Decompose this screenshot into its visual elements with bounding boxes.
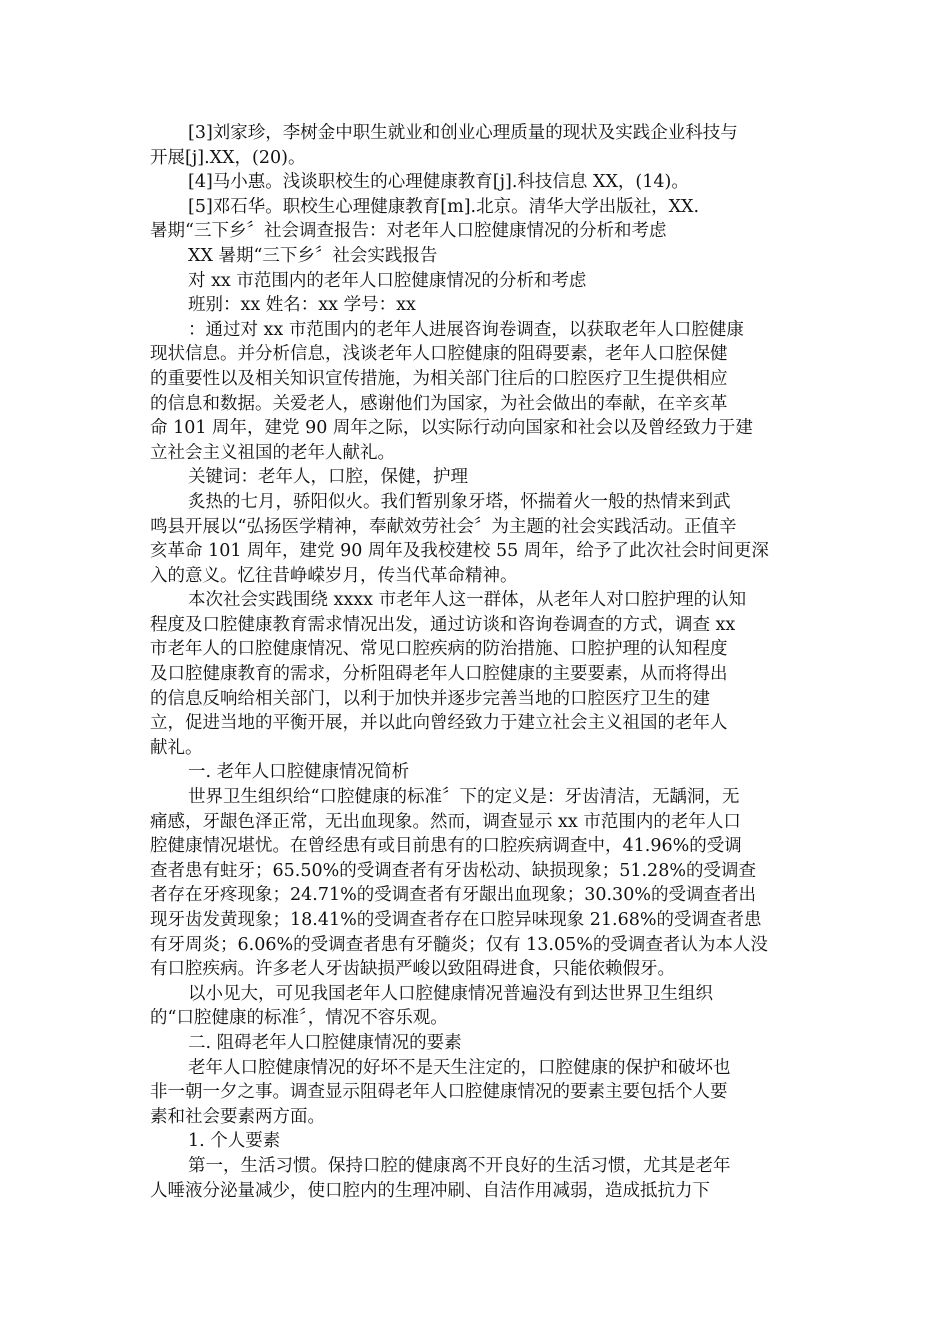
text-line: 1. 个人要素 <box>188 1131 281 1152</box>
text-line: 查者患有蛀牙；65.50%的受调查者有牙齿松动、缺损现象；51.28%的受调查 <box>150 860 756 881</box>
text-line: 命 101 周年，建党 90 周年之际，以实际行动向国家和社会以及曾经致力于建 <box>150 418 753 439</box>
text-line: 的重要性以及相关知识宣传措施，为相关部门往后的口腔医疗卫生提供相应 <box>150 368 728 389</box>
text-line: 一. 老年人口腔健康情况简析 <box>188 762 410 783</box>
text-line: 者存在牙疼现象；24.71%的受调查者有牙龈出血现象；30.30%的受调查者出 <box>150 885 756 906</box>
text-line: 现状信息。并分析信息，浅谈老年人口腔健康的阻碍要素，老年人口腔保健 <box>150 344 728 365</box>
text-line: 入的意义。忆往昔峥嵘岁月，传当代革命精神。 <box>150 565 518 586</box>
text-line: 第一，生活习惯。保持口腔的健康离不开良好的生活习惯，尤其是老年 <box>188 1155 731 1176</box>
text-line: 世界卫生组织给“口腔健康的标准〞下的定义是：牙齿清洁，无龋洞，无 <box>188 787 740 808</box>
text-line: 开展[j].XX，(20)。 <box>150 147 306 168</box>
text-line: 鸣县开展以“弘扬医学精神，奉献效劳社会〞为主题的社会实践活动。正值辛 <box>150 516 737 537</box>
text-line: 素和社会要素两方面。 <box>150 1106 325 1127</box>
text-line: 班别：xx 姓名：xx 学号：xx <box>188 295 416 316</box>
text-line: 的信息反响给相关部门，以利于加快并逐步完善当地的口腔医疗卫生的建 <box>150 688 710 709</box>
text-line: 人唾液分泌量减少，使口腔内的生理冲刷、自洁作用减弱，造成抵抗力下 <box>150 1180 710 1201</box>
text-line: [5]邓石华。职校生心理健康教育[m].北京。清华大学出版社，XX. <box>188 196 700 217</box>
text-line: 老年人口腔健康情况的好坏不是天生注定的，口腔健康的保护和破坏也 <box>188 1057 731 1078</box>
text-line: 炙热的七月，骄阳似火。我们暂别象牙塔，怀揣着火一般的热情来到武 <box>188 491 731 512</box>
text-line: 及口腔健康教育的需求，分析阻碍老年人口腔健康的主要要素，从而将得出 <box>150 664 728 685</box>
text-line: 关键词：老年人，口腔，保健，护理 <box>188 467 468 488</box>
text-line: 的信息和数据。关爱老人，感谢他们为国家，为社会做出的奉献，在辛亥革 <box>150 393 728 414</box>
text-line: 以小见大，可见我国老年人口腔健康情况普遍没有到达世界卫生组织 <box>188 983 713 1004</box>
text-line: 程度及口腔健康教育需求情况出发，通过访谈和咨询卷调查的方式，调查 xx <box>150 614 736 635</box>
text-line: 的“口腔健康的标准〞，情况不容乐观。 <box>150 1008 448 1029</box>
text-line: [4]马小惠。浅谈职校生的心理健康教育[j].科技信息 XX，(14)。 <box>188 172 689 193</box>
text-line: 亥革命 101 周年，建党 90 周年及我校建校 55 周年，给予了此次社会时间更深 <box>150 541 769 562</box>
text-line: 立，促进当地的平衡开展，并以此向曾经致力于建立社会主义祖国的老年人 <box>150 713 728 734</box>
text-line: 市老年人的口腔健康情况、常见口腔疾病的防治措施、口腔护理的认知程度 <box>150 639 728 660</box>
text-line: 本次社会实践围绕 xxxx 市老年人这一群体，从老年人对口腔护理的认知 <box>188 590 747 611</box>
text-line: 有牙周炎；6.06%的受调查者患有牙髓炎；仅有 13.05%的受调查者认为本人没 <box>150 934 768 955</box>
text-line: 暑期“三下乡〞社会调查报告：对老年人口腔健康情况的分析和考虑 <box>150 221 667 242</box>
text-line: 非一朝一夕之事。调查显示阻碍老年人口腔健康情况的要素主要包括个人要 <box>150 1082 728 1103</box>
text-line: 二. 阻碍老年人口腔健康情况的要素 <box>188 1032 462 1053</box>
text-line: [3]刘家珍，李树金中职生就业和创业心理质量的现状及实践企业科技与 <box>188 123 738 143</box>
text-line: 献礼。 <box>150 737 203 758</box>
text-line: 现牙齿发黄现象；18.41%的受调查者存在口腔异味现象 21.68%的受调查者患 <box>150 910 762 930</box>
text-line: 对 xx 市范围内的老年人口腔健康情况的分析和考虑 <box>188 270 587 291</box>
text-line: XX 暑期“三下乡〞社会实践报告 <box>188 245 438 266</box>
text-line: 腔健康情况堪忧。在曾经患有或目前患有的口腔疾病调查中，41.96%的受调 <box>150 836 742 857</box>
text-line: 立社会主义祖国的老年人献礼。 <box>150 442 395 463</box>
text-line: 痛感，牙龈色泽正常，无出血现象。然而，调查显示 xx 市范围内的老年人口 <box>150 811 741 832</box>
text-line: 有口腔疾病。许多老人牙齿缺损严峻以致阻碍进食，只能依赖假牙。 <box>150 959 675 980</box>
text-line: ：通过对 xx 市范围内的老年人进展咨询卷调查，以获取老年人口腔健康 <box>188 319 744 340</box>
